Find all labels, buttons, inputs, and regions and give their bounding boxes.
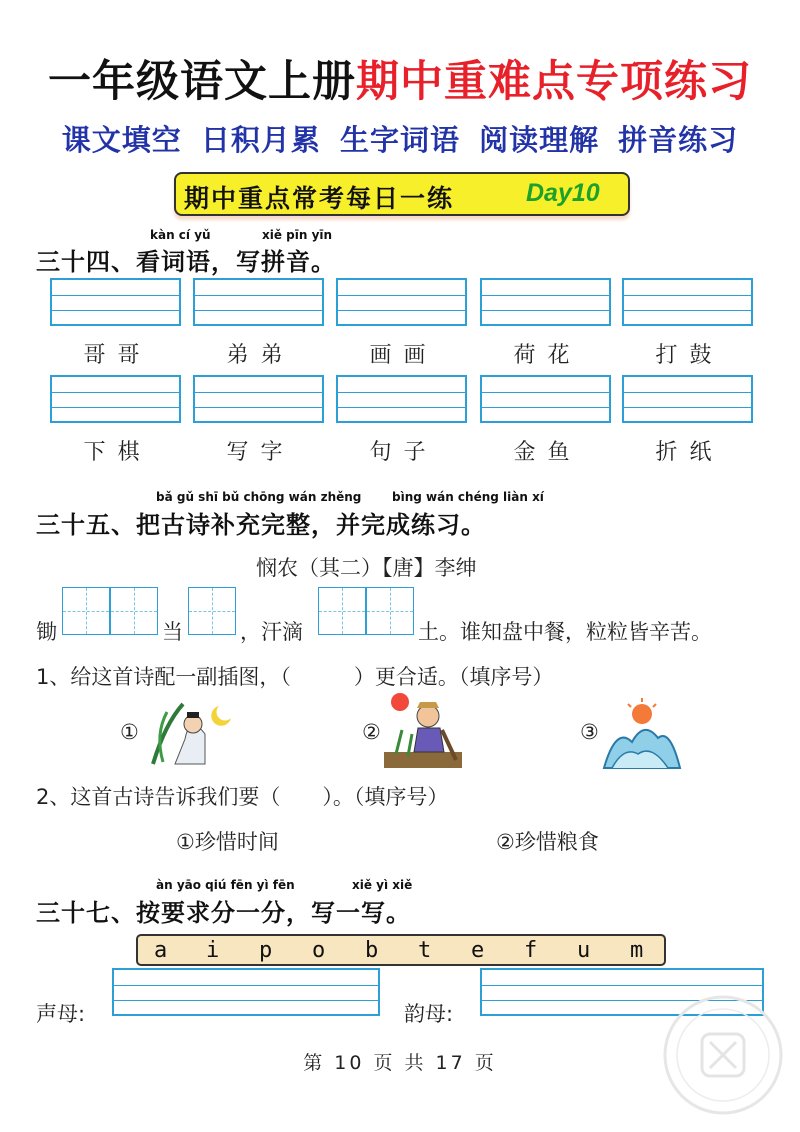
pinyin-answer-box[interactable]	[193, 375, 324, 423]
poem-part: 土。谁知盘中餐，粒粒皆辛苦。	[418, 620, 712, 644]
q34-word: 画画	[369, 343, 438, 368]
q34-word: 金鱼	[513, 440, 582, 465]
poem-blank-box[interactable]	[110, 587, 158, 635]
pinyin-answer-box[interactable]	[50, 278, 181, 326]
q35-sub2: 2、这首古诗告诉我们要（ ）。（填序号）	[36, 785, 449, 809]
pic-label: ③	[580, 720, 599, 744]
watermark-seal-icon	[658, 990, 788, 1120]
q35-pinyin-b: bìng wán chéng liàn xí	[392, 490, 544, 504]
moon-scholar-illustration	[145, 694, 240, 772]
daily-banner	[174, 172, 630, 216]
letter: i	[206, 938, 220, 963]
letter: p	[259, 938, 273, 963]
pinyin-answer-box[interactable]	[336, 278, 467, 326]
poem-title: 悯农（其二）【唐】李绅	[256, 556, 477, 580]
letter: f	[524, 938, 538, 963]
pic-label: ②	[362, 720, 381, 744]
q37-pinyin-a: àn yāo qiú fēn yì fēn	[156, 878, 295, 892]
q34-pinyin-b: xiě pīn yīn	[262, 228, 333, 242]
page-subtitle: 课文填空 日积月累 生字词语 阅读理解 拼音练习	[61, 123, 739, 157]
poem-part: 锄	[36, 620, 57, 644]
poem-part: ，汗滴	[240, 620, 303, 644]
pinyin-answer-box[interactable]	[336, 375, 467, 423]
q34-word: 句子	[369, 440, 438, 465]
pinyin-answer-box[interactable]	[50, 375, 181, 423]
label-shengmu: 声母:	[36, 1002, 86, 1026]
pic-label: ①	[120, 720, 139, 744]
letter: t	[418, 938, 432, 963]
q34-word: 弟弟	[226, 343, 295, 368]
q34-word: 荷花	[513, 343, 582, 368]
q34-word: 哥哥	[83, 343, 152, 368]
farmer-hoeing-illustration	[384, 690, 462, 772]
page-title	[0, 48, 800, 109]
banner-text: 期中重点常考每日一练	[184, 184, 455, 213]
title-black-part: 一年级语文上册	[48, 57, 356, 107]
q35-sub1: 1、给这首诗配一副插图，（ ）更合适。（填序号）	[36, 665, 554, 689]
letter-bank	[136, 934, 666, 966]
poem-blank-box[interactable]	[318, 587, 366, 635]
pinyin-answer-box[interactable]	[622, 375, 753, 423]
mountain-sun-illustration	[602, 698, 682, 770]
letter: o	[312, 938, 326, 963]
q34-pinyin-a: kàn cí yǔ	[150, 228, 211, 242]
page-number: 第 10 页 共 17 页	[303, 1052, 497, 1074]
q35-pinyin-a: bǎ gǔ shī bǔ chōng wán zhěng	[156, 490, 362, 504]
q37-pinyin-b: xiě yì xiě	[352, 878, 413, 892]
letter: m	[630, 938, 644, 963]
q34-word: 写字	[226, 440, 295, 465]
title-red-part: 期中重难点专项练习	[356, 57, 752, 107]
option-2: ②珍惜粮食	[496, 830, 599, 854]
poem-blank-box[interactable]	[62, 587, 110, 635]
option-1: ①珍惜时间	[176, 830, 279, 854]
letter: b	[365, 938, 379, 963]
pinyin-answer-box[interactable]	[480, 375, 611, 423]
banner-day: Day10	[526, 179, 600, 207]
q35-heading: 三十五、把古诗补充完整，并完成练习。	[36, 511, 486, 539]
pinyin-answer-box[interactable]	[480, 278, 611, 326]
label-yunmu: 韵母:	[404, 1002, 454, 1026]
q34-heading: 三十四、看词语，写拼音。	[36, 248, 336, 276]
letter: e	[471, 938, 485, 963]
poem-blank-box[interactable]	[188, 587, 236, 635]
shengmu-answer-box[interactable]	[112, 968, 380, 1016]
q34-word: 打鼓	[655, 343, 724, 368]
letter: u	[577, 938, 591, 963]
q34-word: 下棋	[83, 440, 152, 465]
pinyin-answer-box[interactable]	[622, 278, 753, 326]
q34-word: 折纸	[655, 440, 724, 465]
letter: a	[154, 938, 168, 963]
q37-heading: 三十七、按要求分一分，写一写。	[36, 899, 411, 927]
poem-blank-box[interactable]	[366, 587, 414, 635]
poem-part: 当	[162, 620, 183, 644]
pinyin-answer-box[interactable]	[193, 278, 324, 326]
